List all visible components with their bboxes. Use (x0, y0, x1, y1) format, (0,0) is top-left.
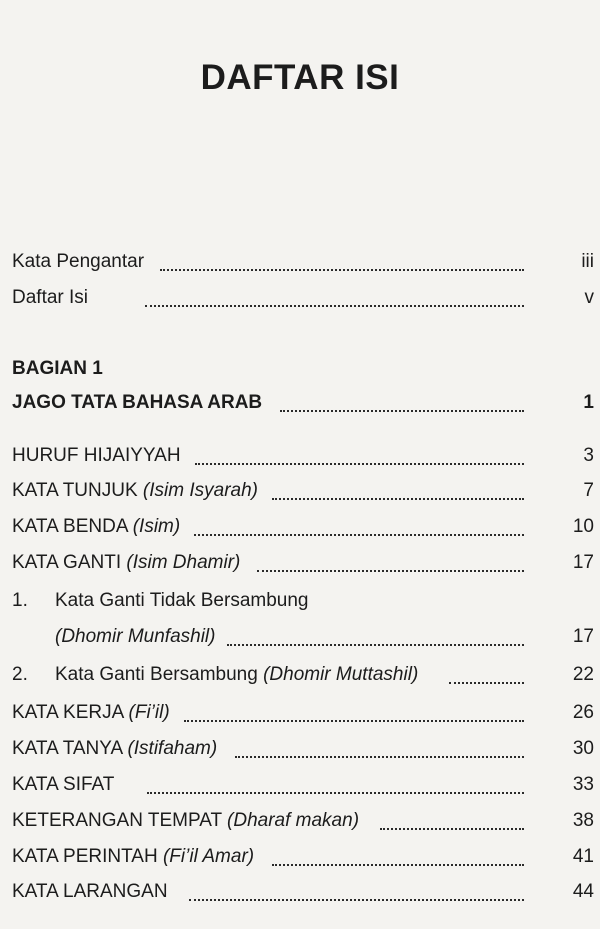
leader-dots (227, 644, 524, 646)
toc-entry-page: 38 (572, 810, 594, 831)
toc-entry-page: 44 (572, 881, 594, 902)
toc-entry-page: 26 (572, 702, 594, 723)
toc-entry-label: KATA PERINTAH (Fi’il Amar) (12, 846, 255, 867)
toc-entry-subitem[interactable] (12, 662, 594, 692)
leader-dots (147, 792, 524, 794)
part-number: BAGIAN 1 (12, 358, 103, 379)
leader-dots (184, 720, 524, 722)
page-title: DAFTAR ISI (200, 58, 400, 97)
leader-dots (189, 899, 524, 901)
part-title: JAGO TATA BAHASA ARAB (12, 392, 263, 413)
toc-entry-label: (Dhomir Munfashil) (55, 626, 216, 647)
leader-dots (194, 534, 524, 536)
toc-entry-page: 10 (572, 516, 594, 537)
toc-entry-label: KETERANGAN TEMPAT (Dharaf makan) (12, 810, 360, 831)
toc-entry[interactable] (12, 478, 594, 508)
toc-entry[interactable] (12, 550, 594, 580)
toc-entry-label: HURUF HIJAIYYAH (12, 445, 181, 466)
toc-entry-label: KATA TUNJUK (Isim Isyarah) (12, 480, 258, 501)
toc-entry-page: 17 (572, 552, 594, 573)
toc-entry-page: 22 (572, 664, 594, 685)
leader-dots (195, 463, 524, 465)
toc-entry-label: KATA LARANGAN (12, 881, 168, 902)
toc-entry-page: 41 (572, 846, 594, 867)
leader-dots (257, 570, 524, 572)
toc-entry[interactable] (12, 772, 594, 802)
leader-dots (235, 756, 524, 758)
toc-entry-part-1[interactable] (12, 390, 594, 420)
toc-entry-page: iii (581, 251, 594, 272)
toc-entry-subitem-continued[interactable] (12, 624, 594, 654)
leader-dots (380, 828, 524, 830)
toc-entry[interactable] (12, 844, 594, 874)
leader-dots (145, 305, 524, 307)
toc-entry[interactable] (12, 514, 594, 544)
toc-entry-kata-pengantar[interactable] (12, 249, 594, 279)
toc-entry[interactable] (12, 808, 594, 838)
leader-dots (280, 410, 524, 412)
part-heading (12, 356, 594, 386)
toc-entry-label: KATA KERJA (Fi’il) (12, 702, 170, 723)
toc-entry-label: 1. Kata Ganti Tidak Bersambung (12, 590, 309, 611)
toc-entry-daftar-isi[interactable] (12, 285, 594, 315)
toc-entry-page: 7 (583, 480, 594, 501)
toc-entry[interactable] (12, 736, 594, 766)
toc-entry-label: KATA GANTI (Isim Dhamir) (12, 552, 241, 573)
toc-entry-page: v (584, 287, 594, 308)
toc-entry-label: 2. Kata Ganti Bersambung (Dhomir Muttashil) (12, 664, 419, 685)
toc-entry-page: 1 (583, 392, 594, 413)
toc-entry-label: KATA TANYA (Istifaham) (12, 738, 218, 759)
toc-entry-page: 30 (572, 738, 594, 759)
toc-entry-page: 17 (572, 626, 594, 647)
toc-entry-page: 3 (583, 445, 594, 466)
leader-dots (160, 269, 524, 271)
toc-entry-subitem[interactable] (12, 588, 594, 618)
toc-entry-label: Daftar Isi (12, 287, 89, 308)
leader-dots (272, 498, 524, 500)
leader-dots (272, 864, 524, 866)
toc-entry-page: 33 (572, 774, 594, 795)
toc-entry[interactable] (12, 700, 594, 730)
toc-entry[interactable] (12, 879, 594, 909)
toc-entry-label: KATA BENDA (Isim) (12, 516, 181, 537)
toc-entry[interactable] (12, 443, 594, 473)
toc-entry-label: KATA SIFAT (12, 774, 115, 795)
toc-entry-label: Kata Pengantar (12, 251, 145, 272)
leader-dots (449, 682, 524, 684)
